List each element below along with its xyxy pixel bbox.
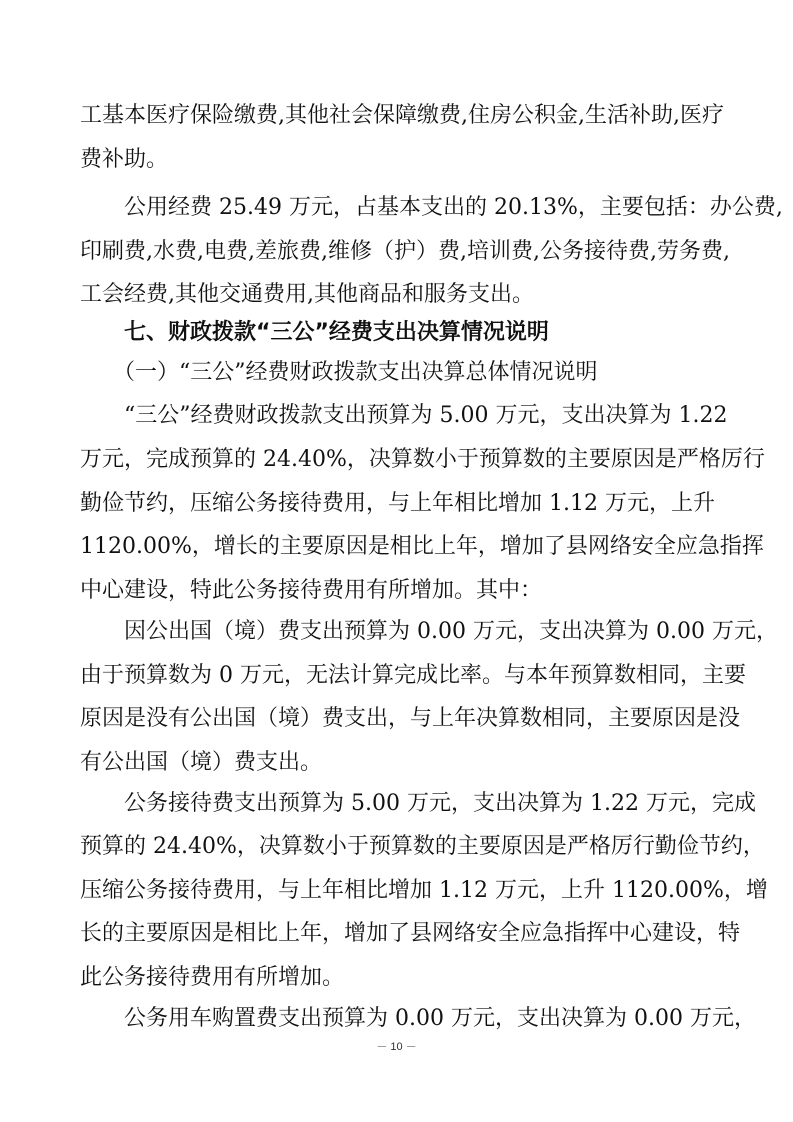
body-line: 费补助。	[80, 147, 169, 172]
body-line: 公用经费 25.49 万元，占基本支出的 20.13%，主要包括：办公费,	[80, 195, 783, 220]
body-line: 万元，完成预算的 24.40%，决算数小于预算数的主要原因是严格厉行	[80, 447, 765, 472]
body-line: 印刷费,水费,电费,差旅费,维修（护）费,培训费,公务接待费,劳务费,	[80, 239, 730, 264]
section-heading: 七、财政拨款“三公”经费支出决算情况说明	[80, 320, 549, 345]
body-line: 工基本医疗保险缴费,其他社会保障缴费,住房公积金,生活补助,医疗	[80, 103, 724, 128]
body-line: 原因是没有公出国（境）费支出，与上年决算数相同，主要原因是没	[80, 706, 741, 731]
body-line: 压缩公务接待费用，与上年相比增加 1.12 万元，上升 1120.00%，增	[80, 878, 768, 903]
body-line: “三公”经费财政拨款支出预算为 5.00 万元，支出决算为 1.22	[80, 403, 728, 428]
subsection-heading: （一）“三公”经费财政拨款支出决算总体情况说明	[80, 360, 598, 385]
body-line: 勤俭节约，压缩公务接待费用，与上年相比增加 1.12 万元，上升	[80, 491, 715, 516]
body-line: 此公务接待费用有所增加。	[80, 965, 345, 990]
body-line: 有公出国（境）费支出。	[80, 750, 323, 775]
page-number: － 10 －	[376, 1041, 417, 1053]
body-line: 中心建设，特此公务接待费用有所增加。其中：	[80, 578, 543, 603]
body-line: 公务接待费支出预算为 5.00 万元，支出决算为 1.22 万元，完成	[80, 791, 756, 816]
body-line: 1120.00%，增长的主要原因是相比上年，增加了县网络安全应急指挥	[80, 534, 764, 559]
body-line: 预算的 24.40%，决算数小于预算数的主要原因是严格厉行勤俭节约，	[80, 834, 765, 859]
body-line: 工会经费,其他交通费用,其他商品和服务支出。	[80, 282, 534, 307]
body-line: 因公出国（境）费支出预算为 0.00 万元，支出决算为 0.00 万元，	[80, 619, 778, 644]
body-line: 公务用车购置费支出预算为 0.00 万元，支出决算为 0.00 万元，	[80, 1006, 756, 1031]
body-line: 由于预算数为 0 万元，无法计算完成比率。与本年预算数相同，主要	[80, 663, 746, 688]
body-line: 长的主要原因是相比上年，增加了县网络安全应急指挥中心建设，特	[80, 921, 741, 946]
